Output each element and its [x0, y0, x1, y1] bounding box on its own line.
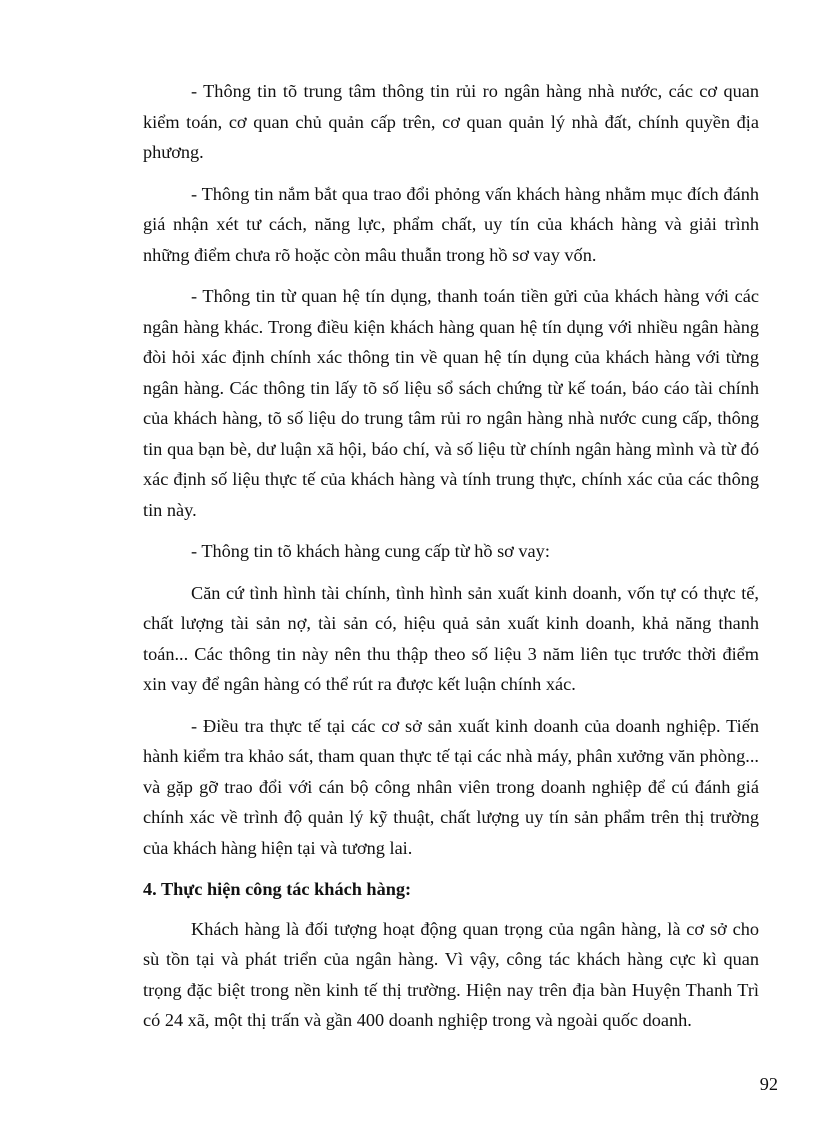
paragraph-financial-basis: Căn cứ tình hình tài chính, tình hình sản xuất kinh doanh, vốn tự có thực tế, chất lượng tài sản nợ, tài sản có, hiệu quả sản xuất kinh doanh, khả năng thanh toán... Các thông tin này nên thu thập theo số liệu 3 năm liên tục trước thời điểm xin vay để ngân hàng có thể rút ra được kết luận chính xác.	[143, 582, 759, 694]
paragraph-info-other-banks: - Thông tin từ quan hệ tín dụng, thanh toán tiền gửi của khách hàng với các ngân hàng khác. Trong điều kiện khách hàng quan hệ tín dụng với nhiều ngân hàng đòi hỏi xác định chính xác thông tin về quan hệ tín dụng của khách hàng với từng ngân hàng. Các thông tin lấy tõ số liệu sổ sách chứng từ kế toán, báo cáo tài chính của khách hàng, tõ số liệu do trung tâm rủi ro ngân hàng nhà nước cung cấp, thông tin qua bạn bè, dư luận xã hội, báo chí, và số liệu từ chính ngân hàng mình và từ đó xác định số liệu thực tế của khách hàng và tính trung thực, chính xác của các thông tin này.	[143, 286, 759, 520]
paragraph-field-investigation: - Điều tra thực tế tại các cơ sở sản xuất kinh doanh của doanh nghiệp. Tiến hành kiểm tra khảo sát, tham quan thực tế tại các nhà máy, phân xưởng văn phòng... và gặp gỡ trao đổi với cán bộ công nhân viên trong doanh nghiệp để cú đánh giá chính xác về trình độ quản lý kỹ thuật, chất lượng uy tín sản phẩm trên thị trường của khách hàng hiện tại và tương lai.	[143, 715, 759, 858]
paragraph-customer-work: Khách hàng là đối tượng hoạt động quan trọng của ngân hàng, là cơ sở cho sù tồn tại và phát triển của ngân hàng. Vì vậy, công tác khách hàng cực kì quan trọng đặc biệt trong nền kinh tế thị trường. Hiện nay trên địa bàn Huyện Thanh Trì có 24 xã, một thị trấn và gần 400 doanh nghiệp trong và ngoài quốc doanh.	[143, 918, 759, 1030]
paragraph-info-sources-authorities: - Thông tin tõ trung tâm thông tin rủi ro ngân hàng nhà nước, các cơ quan kiểm toán, cơ quan chủ quản cấp trên, cơ quan quản lý nhà đất, chính quyền địa phương.	[143, 81, 759, 162]
document-page	[143, 76, 759, 1047]
paragraph-info-interview: - Thông tin nắm bắt qua trao đổi phỏng vấn khách hàng nhằm mục đích đánh giá nhận xét tư cách, năng lực, phẩm chất, uy tín của khách hàng và giải trình những điểm chưa rõ hoặc còn mâu thuẫn trong hồ sơ vay vốn.	[143, 183, 759, 265]
page-number: 92	[759, 1074, 778, 1094]
section-heading: 4. Thực hiện công tác khách hàng:	[143, 879, 412, 899]
paragraph-info-loan-file: - Thông tin tõ khách hàng cung cấp từ hồ sơ vay:	[191, 541, 550, 561]
